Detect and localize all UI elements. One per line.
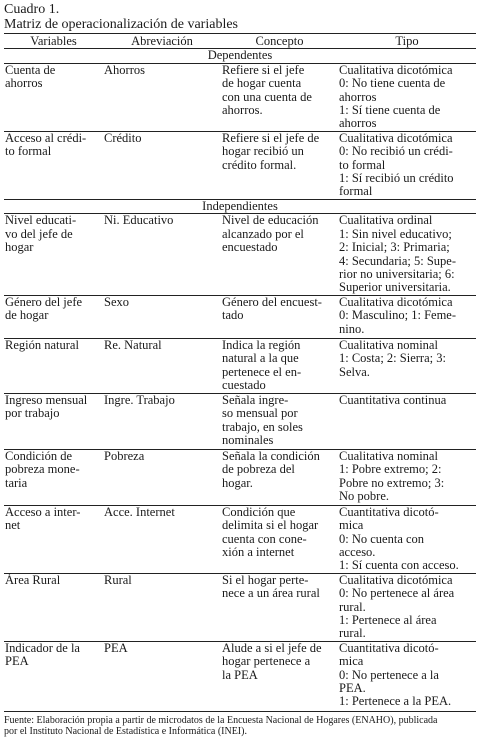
cell-concepto-line: Refiere si el jefe xyxy=(222,62,305,77)
cell-concepto xyxy=(221,295,338,338)
cell-abreviacion-line: Sexo xyxy=(104,294,129,309)
cell-concepto-line: de hogar cuenta xyxy=(222,76,302,91)
cell-concepto-line: nece a un área rural xyxy=(222,586,320,601)
cell-variable-line: pobreza mone- xyxy=(5,462,80,477)
cell-tipo xyxy=(338,505,476,573)
document-page xyxy=(4,2,476,737)
cell-variable xyxy=(4,63,103,131)
cell-tipo xyxy=(338,641,476,711)
cell-abreviacion-line: Ahorros xyxy=(104,62,145,77)
cell-concepto xyxy=(221,641,338,711)
cell-tipo-line: 1: Pertenece al área xyxy=(339,612,437,627)
table-title: Matriz de operacionalización de variables xyxy=(4,17,238,32)
table-row xyxy=(4,131,476,199)
cell-variable-line: Acceso al crédi- xyxy=(5,130,87,145)
table-row xyxy=(4,295,476,338)
cell-concepto-line: Nivel de educación xyxy=(222,213,319,228)
cell-tipo-line: 0: No tiene cuenta de xyxy=(339,76,446,91)
cell-tipo xyxy=(338,573,476,641)
cell-concepto-line: Indica la región xyxy=(222,337,301,352)
table-row xyxy=(4,641,476,711)
cell-abreviacion xyxy=(103,573,221,641)
cell-variable-line: ahorros xyxy=(5,76,43,91)
cell-tipo-line: Cualitativa dicotómica xyxy=(339,130,453,145)
cell-variable-line: Región natural xyxy=(5,337,79,352)
cell-concepto-line: crédito formal. xyxy=(222,157,297,172)
cell-tipo-line: mica xyxy=(339,518,364,533)
cell-tipo-line: 0: No pertenece a la xyxy=(339,667,439,682)
cell-concepto-line: Señala la condición xyxy=(222,448,320,463)
cell-tipo-line: mica xyxy=(339,654,364,669)
cell-tipo-line: rural. xyxy=(339,626,366,641)
cell-concepto xyxy=(221,131,338,199)
cell-tipo-line: 1: Sin nivel educativo; xyxy=(339,226,452,241)
cell-tipo-line: 2: Inicial; 3: Primaria; xyxy=(339,240,450,255)
cell-concepto-line: Refiere si el jefe de xyxy=(222,130,320,145)
source-footnote xyxy=(4,716,476,737)
cell-abreviacion xyxy=(103,505,221,573)
cell-concepto-line: Condición que xyxy=(222,504,296,519)
cell-tipo-line: Selva. xyxy=(339,364,370,379)
cell-tipo-line: PEA. xyxy=(339,681,366,695)
cell-abreviacion xyxy=(103,641,221,711)
cell-tipo-line: 1: Sí recibió un crédito xyxy=(339,171,454,186)
cell-variable xyxy=(4,338,103,393)
group-row-independientes xyxy=(4,199,476,213)
cell-concepto-line: natural a la que xyxy=(222,351,299,366)
cell-tipo-line: Cuantitativa dicotó- xyxy=(339,640,439,655)
cell-tipo-line: Cualitativa nominal xyxy=(339,448,438,463)
cell-concepto-line: Género del encuest- xyxy=(222,294,322,309)
cell-tipo-line: rior no universitaria; 6: xyxy=(339,266,455,281)
group-label-dependientes: Dependentes xyxy=(4,49,476,63)
cell-concepto-line: cuenta con cone- xyxy=(222,531,307,546)
group-label-independientes: Independientes xyxy=(4,199,476,213)
cell-variable-line: Nivel educati- xyxy=(5,213,77,228)
table-row xyxy=(4,505,476,573)
cell-concepto-line: Alude a si el jefe de xyxy=(222,640,322,655)
header-abreviacion: Abreviación xyxy=(103,34,221,49)
cell-concepto-line: hogar recibió un xyxy=(222,144,304,159)
header-concepto: Concepto xyxy=(221,34,338,49)
cell-tipo-line: Cualitativa dicotómica xyxy=(339,294,453,309)
footnote-line: por el Instituto Nacional de Estadística e Informática (INEI). xyxy=(4,725,247,737)
cell-abreviacion-line: Ingre. Trabajo xyxy=(104,392,175,407)
cell-variable-line: to formal xyxy=(5,144,52,159)
cell-tipo xyxy=(338,63,476,131)
cell-tipo xyxy=(338,393,476,449)
cell-tipo-line: Cualitativa dicotómica xyxy=(339,62,453,77)
cell-concepto-line: hogar pertenece a xyxy=(222,654,311,669)
group-row-dependientes xyxy=(4,49,476,63)
cell-variable-line: por trabajo xyxy=(5,406,60,421)
table-number: Cuadro 1. xyxy=(4,2,60,17)
cell-concepto xyxy=(221,449,338,505)
cell-tipo xyxy=(338,131,476,199)
cell-variable-line: PEA xyxy=(5,654,29,669)
footnote-line: Fuente: Elaboración propia a partir de microdatos de la Encuesta Nacional de Hogares (ENAHO), publicada xyxy=(4,714,438,726)
cell-concepto-line: so mensual por xyxy=(222,406,298,421)
header-variables: Variables xyxy=(4,34,103,49)
cell-tipo-line: 1: Sí cuenta con acceso. xyxy=(339,558,459,573)
cell-concepto-line: cuestado xyxy=(222,377,266,392)
cell-tipo-line: ahorros xyxy=(339,116,377,131)
cell-tipo-line: to formal xyxy=(339,157,386,172)
table-row xyxy=(4,573,476,641)
cell-concepto-line: trabajo, en soles xyxy=(222,419,303,434)
cell-abreviacion-line: Crédito xyxy=(104,130,142,145)
cell-tipo-line: Cualitativa ordinal xyxy=(339,213,433,228)
cell-variable-line: Acceso a inter- xyxy=(5,504,81,519)
cell-tipo-line: 1: Costa; 2: Sierra; 3: xyxy=(339,351,446,366)
cell-variable xyxy=(4,131,103,199)
cell-tipo-line: 0: Masculino; 1: Feme- xyxy=(339,308,456,323)
table-row xyxy=(4,63,476,131)
cell-tipo-line: No pobre. xyxy=(339,488,389,503)
table-row xyxy=(4,214,476,295)
cell-tipo-line: Cuantitativa continua xyxy=(339,392,447,407)
cell-concepto-line: tado xyxy=(222,308,244,323)
cell-tipo-line: 1: Sí tiene cuenta de xyxy=(339,103,441,118)
cell-tipo xyxy=(338,295,476,338)
cell-tipo-line: 1: Pobre extremo; 2: xyxy=(339,462,442,477)
cell-tipo-line: Cuantitativa dicotó- xyxy=(339,504,439,519)
cell-variable-line: Género del jefe xyxy=(5,294,83,309)
variables-matrix-table xyxy=(4,33,476,712)
cell-concepto xyxy=(221,573,338,641)
cell-abreviacion-line: Ni. Educativo xyxy=(104,213,174,228)
cell-concepto xyxy=(221,63,338,131)
cell-abreviacion xyxy=(103,214,221,295)
table-row xyxy=(4,449,476,505)
cell-concepto-line: de pobreza del xyxy=(222,462,295,477)
cell-tipo-line: 0: No recibió un crédi- xyxy=(339,144,453,159)
cell-concepto-line: encuestado xyxy=(222,240,278,255)
cell-variable-line: Indicador de la xyxy=(5,640,80,655)
table-row xyxy=(4,393,476,449)
cell-abreviacion-line: Rural xyxy=(104,572,132,587)
cell-tipo xyxy=(338,338,476,393)
cell-tipo-line: formal xyxy=(339,184,373,199)
cell-concepto-line: la PEA xyxy=(222,667,258,682)
cell-concepto-line: hogar. xyxy=(222,475,253,490)
cell-abreviacion xyxy=(103,449,221,505)
cell-variable xyxy=(4,393,103,449)
cell-variable-line: de hogar xyxy=(5,308,49,323)
cell-variable-line: net xyxy=(5,518,21,533)
cell-variable-line: taria xyxy=(5,475,28,490)
cell-tipo-line: 0: No cuenta con xyxy=(339,531,425,546)
cell-variable-line: Cuenta de xyxy=(5,62,56,77)
cell-abreviacion xyxy=(103,338,221,393)
cell-abreviacion xyxy=(103,295,221,338)
cell-tipo-line: Cualitativa dicotómica xyxy=(339,572,453,587)
cell-abreviacion xyxy=(103,131,221,199)
cell-concepto-line: nominales xyxy=(222,432,274,447)
table-body xyxy=(4,49,476,711)
cell-concepto xyxy=(221,338,338,393)
cell-tipo-line: 0: No pertenece al área xyxy=(339,586,455,601)
cell-abreviacion-line: Re. Natural xyxy=(104,337,162,352)
cell-variable xyxy=(4,573,103,641)
cell-concepto-line: Si el hogar perte- xyxy=(222,572,309,587)
table-row xyxy=(4,338,476,393)
cell-tipo-line: rural. xyxy=(339,599,366,614)
cell-variable xyxy=(4,214,103,295)
cell-variable xyxy=(4,449,103,505)
cell-variable-line: Condición de xyxy=(5,448,73,463)
cell-variable-line: vo del jefe de xyxy=(5,226,73,241)
cell-abreviacion xyxy=(103,63,221,131)
table-caption xyxy=(4,2,476,32)
cell-tipo-line: 1: Pertenece a la PEA. xyxy=(339,694,452,709)
cell-concepto-line: pertenece el en- xyxy=(222,364,302,379)
cell-concepto-line: Señala ingre- xyxy=(222,392,289,407)
cell-concepto-line: delimita si el hogar xyxy=(222,518,319,533)
cell-abreviacion-line: Acce. Internet xyxy=(104,504,175,519)
cell-abreviacion-line: PEA xyxy=(104,640,128,655)
cell-concepto-line: alcanzado por el xyxy=(222,226,304,241)
cell-concepto xyxy=(221,505,338,573)
cell-tipo-line: ahorros xyxy=(339,89,377,104)
cell-concepto xyxy=(221,214,338,295)
cell-variable-line: Área Rural xyxy=(5,572,61,587)
cell-variable-line: hogar xyxy=(5,240,34,255)
cell-tipo-line: Pobre no extremo; 3: xyxy=(339,475,445,490)
cell-concepto-line: ahorros. xyxy=(222,103,263,118)
header-row xyxy=(4,34,476,49)
header-tipo: Tipo xyxy=(338,34,476,49)
cell-tipo-line: nino. xyxy=(339,321,365,336)
cell-tipo-line: acceso. xyxy=(339,544,376,559)
cell-variable-line: Ingreso mensual xyxy=(5,392,88,407)
cell-variable xyxy=(4,295,103,338)
cell-variable xyxy=(4,505,103,573)
cell-tipo-line: Superior universitaria. xyxy=(339,280,451,295)
cell-tipo-line: Cualitativa nominal xyxy=(339,337,438,352)
cell-concepto-line: xión a internet xyxy=(222,544,295,559)
cell-variable xyxy=(4,641,103,711)
cell-abreviacion-line: Pobreza xyxy=(104,448,145,463)
cell-concepto-line: con una cuenta de xyxy=(222,89,312,104)
cell-abreviacion xyxy=(103,393,221,449)
cell-tipo xyxy=(338,449,476,505)
cell-tipo-line: 4: Secundaria; 5: Supe- xyxy=(339,253,456,268)
cell-concepto xyxy=(221,393,338,449)
cell-tipo xyxy=(338,214,476,295)
